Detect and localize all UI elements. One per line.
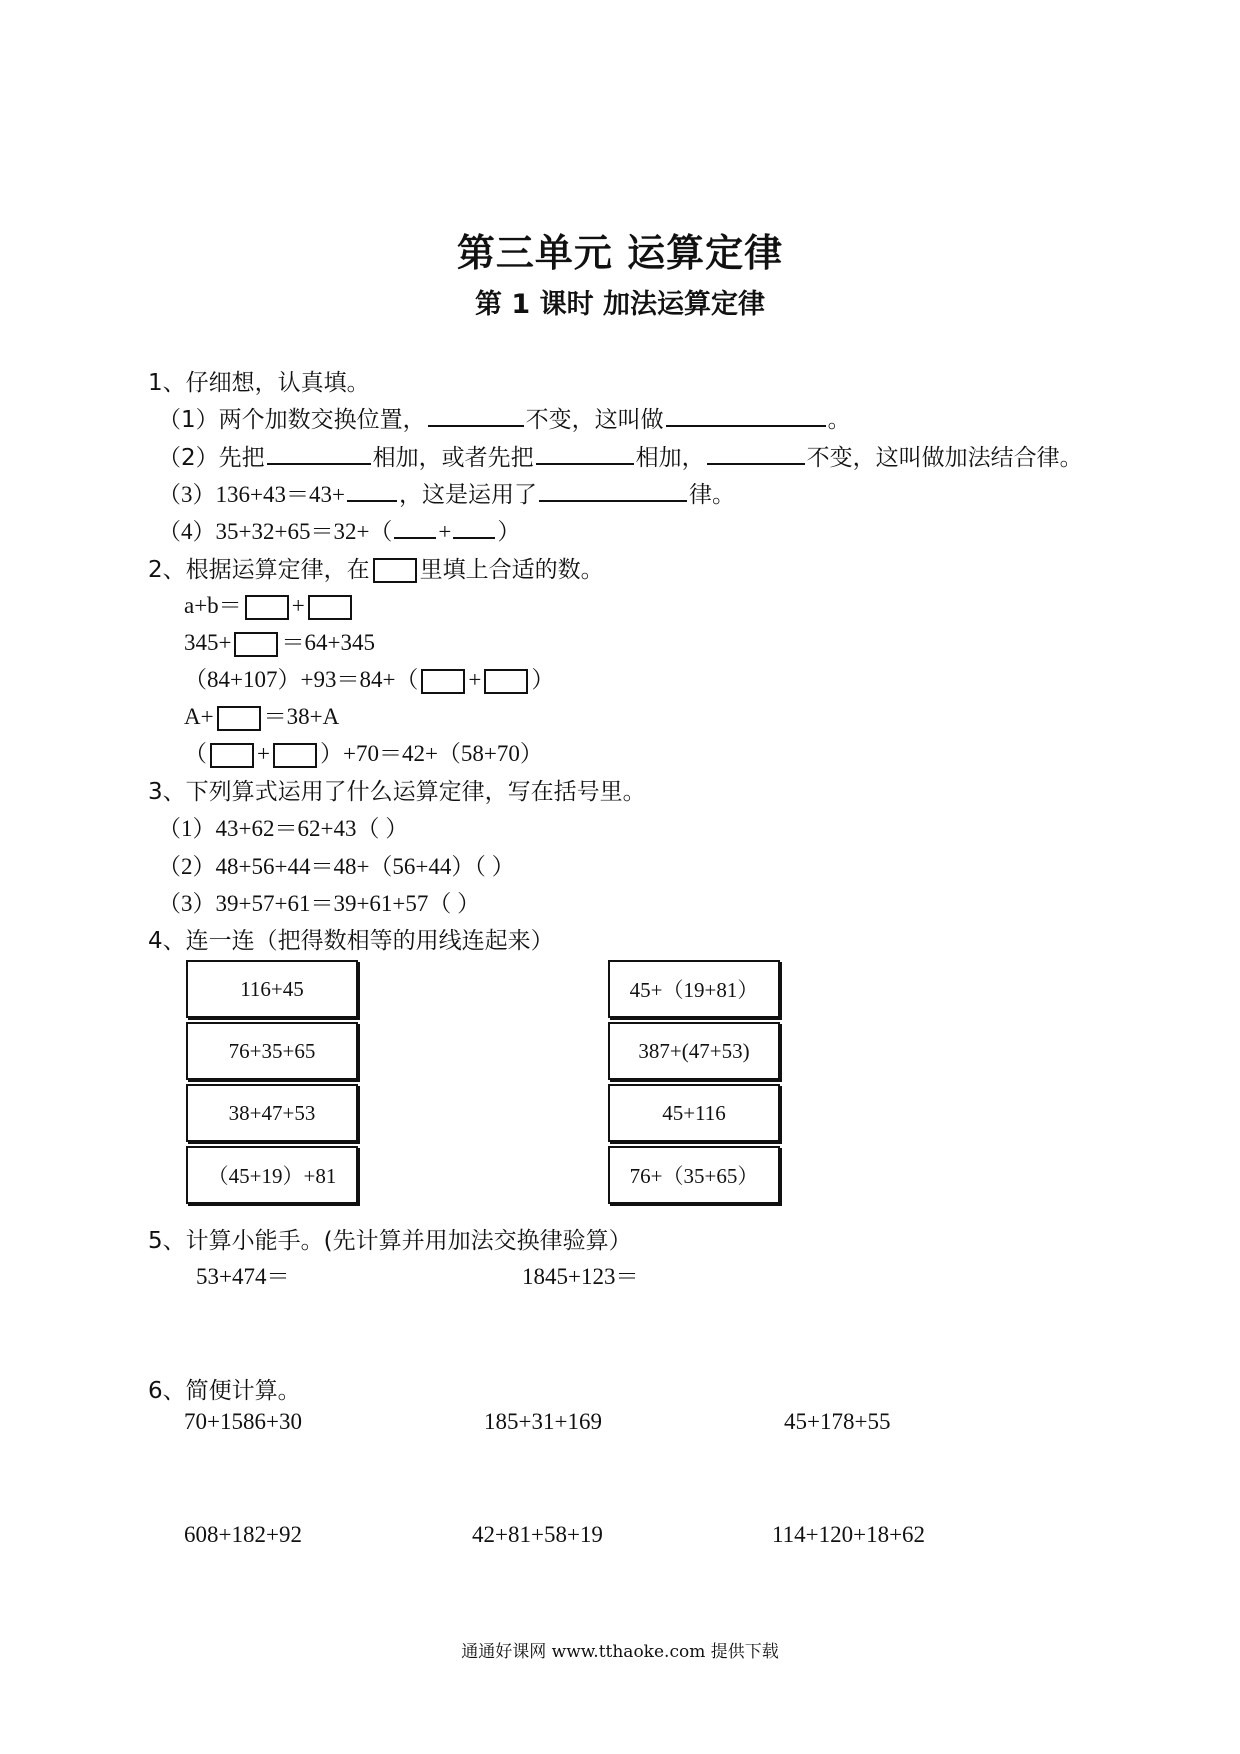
match-left-3[interactable]: 38+47+53 bbox=[186, 1084, 358, 1142]
q5-heading: 5、计算小能手。(先计算并用加法交换律验算） bbox=[148, 1228, 632, 1254]
q6-exercise-4: 608+182+92 bbox=[184, 1522, 302, 1547]
answer-box bbox=[373, 558, 417, 583]
answer-box[interactable] bbox=[234, 632, 278, 657]
q1-item-3: （3）136+43＝43+ ，这是运用了 律。 bbox=[158, 476, 735, 509]
q5-exercise-1: 53+474＝ bbox=[196, 1264, 290, 1289]
answer-box[interactable] bbox=[484, 669, 528, 694]
q6-exercise-2: 185+31+169 bbox=[484, 1409, 602, 1434]
answer-blank[interactable] bbox=[394, 515, 436, 539]
q6-heading: 6、简便计算。 bbox=[148, 1378, 301, 1404]
answer-blank[interactable] bbox=[347, 478, 397, 502]
q2-heading: 2、根据运算定律，在 里填上合适的数。 bbox=[148, 557, 604, 583]
answer-blank[interactable] bbox=[536, 441, 634, 465]
match-right-1[interactable]: 45+（19+81） bbox=[608, 960, 780, 1018]
q2-row-5: （ + ）+70＝42+（58+70） bbox=[184, 735, 543, 768]
footer-credit: 通通好课网 www.tthaoke.com 提供下载 bbox=[461, 1642, 779, 1662]
q6-exercise-6: 114+120+18+62 bbox=[772, 1522, 926, 1547]
page-title: 第三单元 运算定律 bbox=[456, 231, 784, 275]
answer-box[interactable] bbox=[421, 669, 465, 694]
q3-heading: 3、下列算式运用了什么运算定律，写在括号里。 bbox=[148, 779, 646, 805]
q6-exercise-1: 70+1586+30 bbox=[184, 1409, 302, 1434]
match-right-2[interactable]: 387+(47+53) bbox=[608, 1022, 780, 1080]
q3-item-2: （2）48+56+44＝48+（56+44）（ ） bbox=[158, 854, 515, 879]
q3-item-1: （1）43+62＝62+43（ ） bbox=[158, 816, 409, 841]
q3-item-3: （3）39+57+61＝39+61+57（ ） bbox=[158, 891, 481, 916]
answer-box[interactable] bbox=[210, 743, 254, 768]
match-right-4[interactable]: 76+（35+65） bbox=[608, 1146, 780, 1204]
answer-blank[interactable] bbox=[707, 441, 805, 465]
match-left-2[interactable]: 76+35+65 bbox=[186, 1022, 358, 1080]
answer-blank[interactable] bbox=[453, 515, 495, 539]
answer-box[interactable] bbox=[273, 743, 317, 768]
q1-item-2: （2）先把 相加，或者先把 相加， 不变，这叫做加法结合律。 bbox=[158, 439, 1083, 472]
q5-exercise-2: 1845+123＝ bbox=[522, 1264, 639, 1289]
answer-blank[interactable] bbox=[428, 403, 524, 427]
q1-item-4: （4）35+32+65＝32+（ + ） bbox=[158, 513, 520, 546]
q6-exercise-3: 45+178+55 bbox=[784, 1409, 891, 1434]
answer-blank[interactable] bbox=[267, 441, 371, 465]
q2-row-4: A+ ＝38+A bbox=[184, 698, 339, 731]
q2-row-1: a+b＝ + bbox=[184, 587, 355, 620]
q4-heading: 4、连一连（把得数相等的用线连起来） bbox=[148, 928, 554, 954]
answer-box[interactable] bbox=[245, 595, 289, 620]
match-left-1[interactable]: 116+45 bbox=[186, 960, 358, 1018]
q6-exercise-5: 42+81+58+19 bbox=[472, 1522, 603, 1547]
lesson-subtitle: 第 1 课时 加法运算定律 bbox=[475, 289, 765, 320]
match-left-4[interactable]: （45+19）+81 bbox=[186, 1146, 358, 1204]
q2-row-3: （84+107）+93＝84+（ + ） bbox=[184, 661, 554, 694]
match-right-3[interactable]: 45+116 bbox=[608, 1084, 780, 1142]
q2-row-2: 345+ ＝64+345 bbox=[184, 624, 375, 657]
answer-blank[interactable] bbox=[666, 403, 826, 427]
answer-box[interactable] bbox=[308, 595, 352, 620]
answer-box[interactable] bbox=[217, 706, 261, 731]
answer-blank[interactable] bbox=[539, 478, 687, 502]
q1-heading: 1、仔细想，认真填。 bbox=[148, 370, 370, 396]
q1-item-1: （1）两个加数交换位置， 不变，这叫做 。 bbox=[158, 401, 851, 434]
